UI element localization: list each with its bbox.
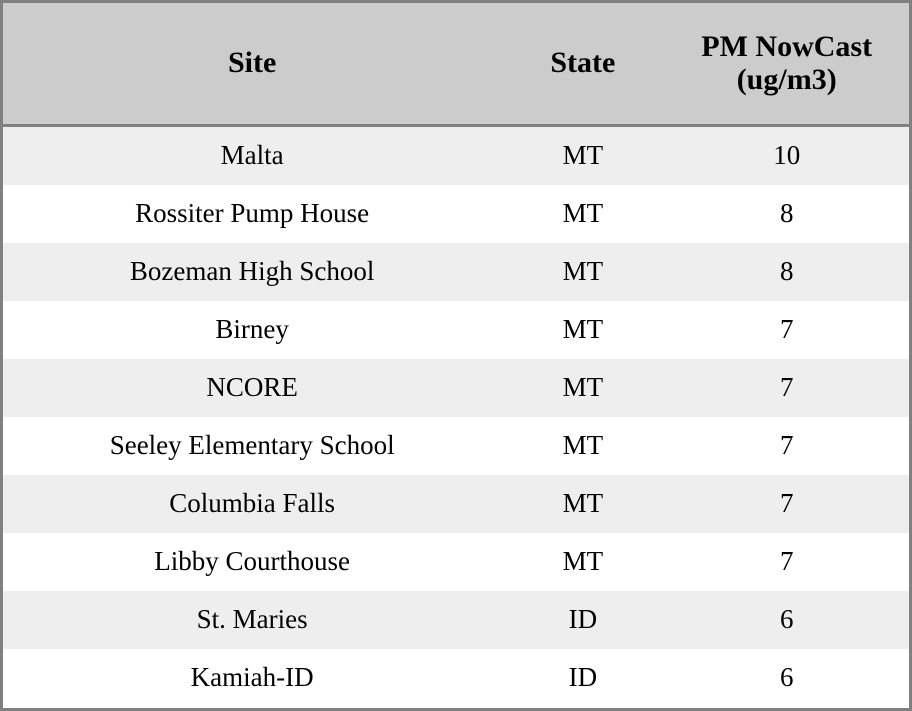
cell-state: MT <box>501 533 664 591</box>
pm-nowcast-table <box>3 3 909 707</box>
cell-pm-nowcast: 6 <box>664 591 909 649</box>
cell-site: Seeley Elementary School <box>3 417 501 475</box>
cell-site: Columbia Falls <box>3 475 501 533</box>
cell-pm-nowcast: 10 <box>664 125 909 185</box>
cell-pm-nowcast: 7 <box>664 301 909 359</box>
cell-state: MT <box>501 359 664 417</box>
cell-state: MT <box>501 417 664 475</box>
table-header <box>3 3 909 125</box>
cell-pm-nowcast: 7 <box>664 533 909 591</box>
cell-state: ID <box>501 591 664 649</box>
cell-site: Malta <box>3 125 501 185</box>
table-row <box>3 125 909 185</box>
cell-state: ID <box>501 649 664 707</box>
table-header-row <box>3 3 909 125</box>
table-row <box>3 243 909 301</box>
cell-state: MT <box>501 475 664 533</box>
cell-pm-nowcast: 7 <box>664 475 909 533</box>
table-row <box>3 301 909 359</box>
table-row <box>3 649 909 707</box>
cell-pm-nowcast: 8 <box>664 185 909 243</box>
cell-state: MT <box>501 185 664 243</box>
cell-site: NCORE <box>3 359 501 417</box>
column-header-state: State <box>501 3 664 125</box>
table-row <box>3 533 909 591</box>
cell-site: St. Maries <box>3 591 501 649</box>
cell-state: MT <box>501 301 664 359</box>
cell-pm-nowcast: 8 <box>664 243 909 301</box>
column-header-site: Site <box>3 3 501 125</box>
cell-state: MT <box>501 243 664 301</box>
cell-site: Birney <box>3 301 501 359</box>
table-row <box>3 417 909 475</box>
cell-state: MT <box>501 125 664 185</box>
cell-pm-nowcast: 6 <box>664 649 909 707</box>
table-row <box>3 591 909 649</box>
cell-site: Rossiter Pump House <box>3 185 501 243</box>
table-row <box>3 359 909 417</box>
cell-site: Bozeman High School <box>3 243 501 301</box>
column-header-pm-nowcast: PM NowCast (ug/m3) <box>664 3 909 125</box>
table-row <box>3 185 909 243</box>
cell-pm-nowcast: 7 <box>664 359 909 417</box>
table-body <box>3 125 909 707</box>
cell-site: Libby Courthouse <box>3 533 501 591</box>
table-row <box>3 475 909 533</box>
cell-pm-nowcast: 7 <box>664 417 909 475</box>
cell-site: Kamiah-ID <box>3 649 501 707</box>
